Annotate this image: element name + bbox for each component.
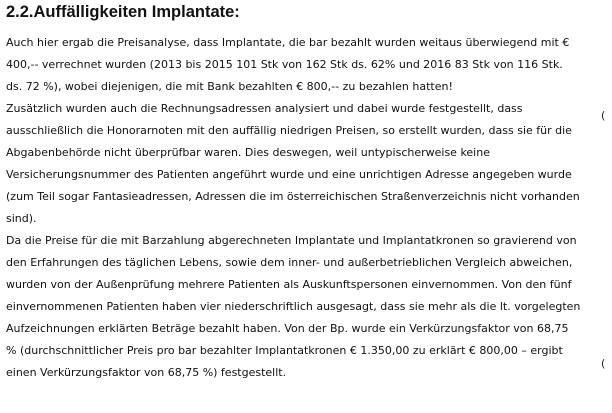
paragraph-line-11: den Erfahrungen des täglichen Lebens, sowie dem inner- und außerbetrieblichen Vergleich abweichen, <box>6 256 573 269</box>
paragraph-line-2: 400,-- verrechnet wurden (2013 bis 2015 101 Stk von 162 Stk ds. 62% und 2016 83 Stk von 116 Stk. <box>6 58 563 71</box>
paragraph-line-7: Versicherungsnummer des Patienten angeführt wurde und eine unrichtigen Adresse angegeben wurde <box>6 168 572 181</box>
paragraph-line-8: (zum Teil sogar Fantasieadressen, Adressen die im österreichischen Straßenverzeichnis nicht vorhanden <box>6 190 580 203</box>
paragraph-line-14: Aufzeichnungen erklärten Beträge bezahlt haben. Von der Bp. wurde ein Verkürzungsfaktor von 68,75 <box>6 322 569 335</box>
paragraph-line-13: einvernommenen Patienten haben vier niederschriftlich ausgesagt, dass sie mehr als die lt. vorgelegten <box>6 300 581 313</box>
margin-mark: ( <box>601 109 606 122</box>
paragraph-line-6: Abgabenbehörde nicht überprüfbar waren. Dies deswegen, weil untypischerweise keine <box>6 146 490 159</box>
section-heading: 2.2.Auffälligkeiten Implantate: <box>6 3 240 21</box>
paragraph-line-10: Da die Preise für die mit Barzahlung abgerechneten Implantate und Implantatkronen so gravierend von <box>6 234 577 247</box>
paragraph-line-1: Auch hier ergab die Preisanalyse, dass Implantate, die bar bezahlt wurden weitaus überwiegend mit € <box>6 36 570 49</box>
paragraph-line-9: sind). <box>6 212 37 225</box>
margin-mark: ( <box>601 357 606 370</box>
paragraph-line-4: Zusätzlich wurden auch die Rechnungsadressen analysiert und dabei wurde festgestellt, dass <box>6 102 523 115</box>
paragraph-line-3: ds. 72 %), wobei diejenigen, die mit Bank bezahlten € 800,-- zu bezahlen hatten! <box>6 80 453 93</box>
paragraph-line-16: einen Verkürzungsfaktor von 68,75 %) festgestellt. <box>6 366 287 379</box>
paragraph-line-5: ausschließlich die Honorarnoten mit den auffällig niedrigen Preisen, so erstellt wurden, dass sie für die <box>6 124 572 137</box>
paragraph-line-15: % (durchschnittlicher Preis pro bar bezahlter Implantatkronen € 1.350,00 zu erklärt € 800,00 – ergibt <box>6 344 563 357</box>
paragraph-line-12: wurden von der Außenprüfung mehrere Patienten als Auskunftspersonen einvernommen. Von den fünf <box>6 278 572 291</box>
